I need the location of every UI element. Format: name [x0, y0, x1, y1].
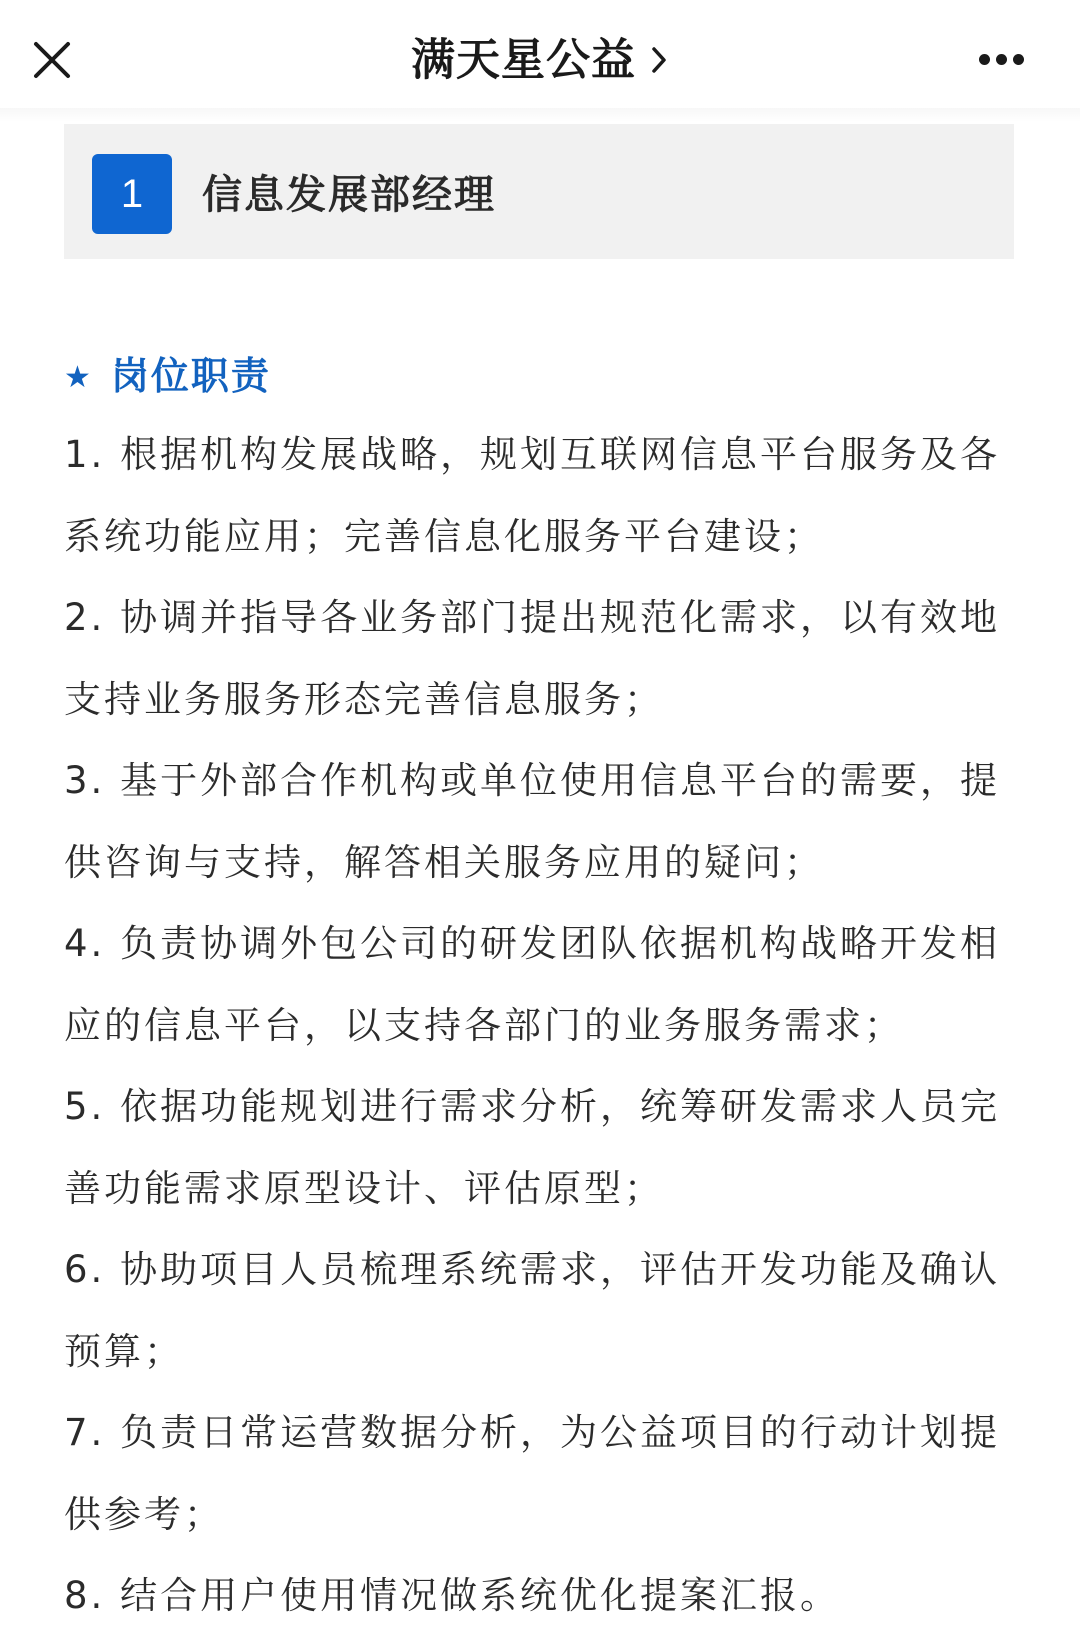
page-title: 满天星公益 [410, 34, 636, 86]
responsibilities-heading [64, 348, 271, 406]
list-item: 2. 协调并指导各业务部门提出规范化需求，以有效地支持业务服务形态完善信息服务； [64, 596, 1001, 721]
chevron-right-icon [649, 41, 669, 73]
account-title-link[interactable] [0, 30, 1080, 90]
nav-divider [0, 108, 1080, 122]
list-item: 7. 负责日常运营数据分析，为公益项目的行动计划提供参考； [64, 1411, 1001, 1536]
list-item: 1. 根据机构发展战略，规划互联网信息平台服务及各系统功能应用；完善信息化服务平台建设； [64, 433, 1001, 558]
responsibilities-list [64, 414, 1024, 1637]
section-title: 信息发展部经理 [202, 172, 496, 218]
star-icon: ★ [64, 360, 93, 395]
more-dots-icon[interactable] [976, 46, 1032, 74]
responsibilities-heading-label: 岗位职责 [110, 354, 271, 398]
more-dot [1013, 54, 1024, 65]
section-header-card [64, 124, 1014, 259]
more-dot [996, 54, 1007, 65]
list-item: 5. 依据功能规划进行需求分析，统筹研发需求人员完善功能需求原型设计、评估原型； [64, 1085, 1001, 1210]
list-item: 8. 结合用户使用情况做系统优化提案汇报。 [64, 1574, 841, 1617]
list-item: 4. 负责协调外包公司的研发团队依据机构战略开发相应的信息平台，以支持各部门的业务服务需求； [64, 922, 1001, 1047]
section-number-badge: 1 [92, 154, 172, 234]
list-item: 3. 基于外部合作机构或单位使用信息平台的需要，提供咨询与支持，解答相关服务应用的疑问； [64, 759, 1001, 884]
more-dot [979, 54, 990, 65]
top-nav-bar [0, 0, 1080, 120]
list-item: 6. 协助项目人员梳理系统需求，评估开发功能及确认预算； [64, 1248, 1001, 1373]
